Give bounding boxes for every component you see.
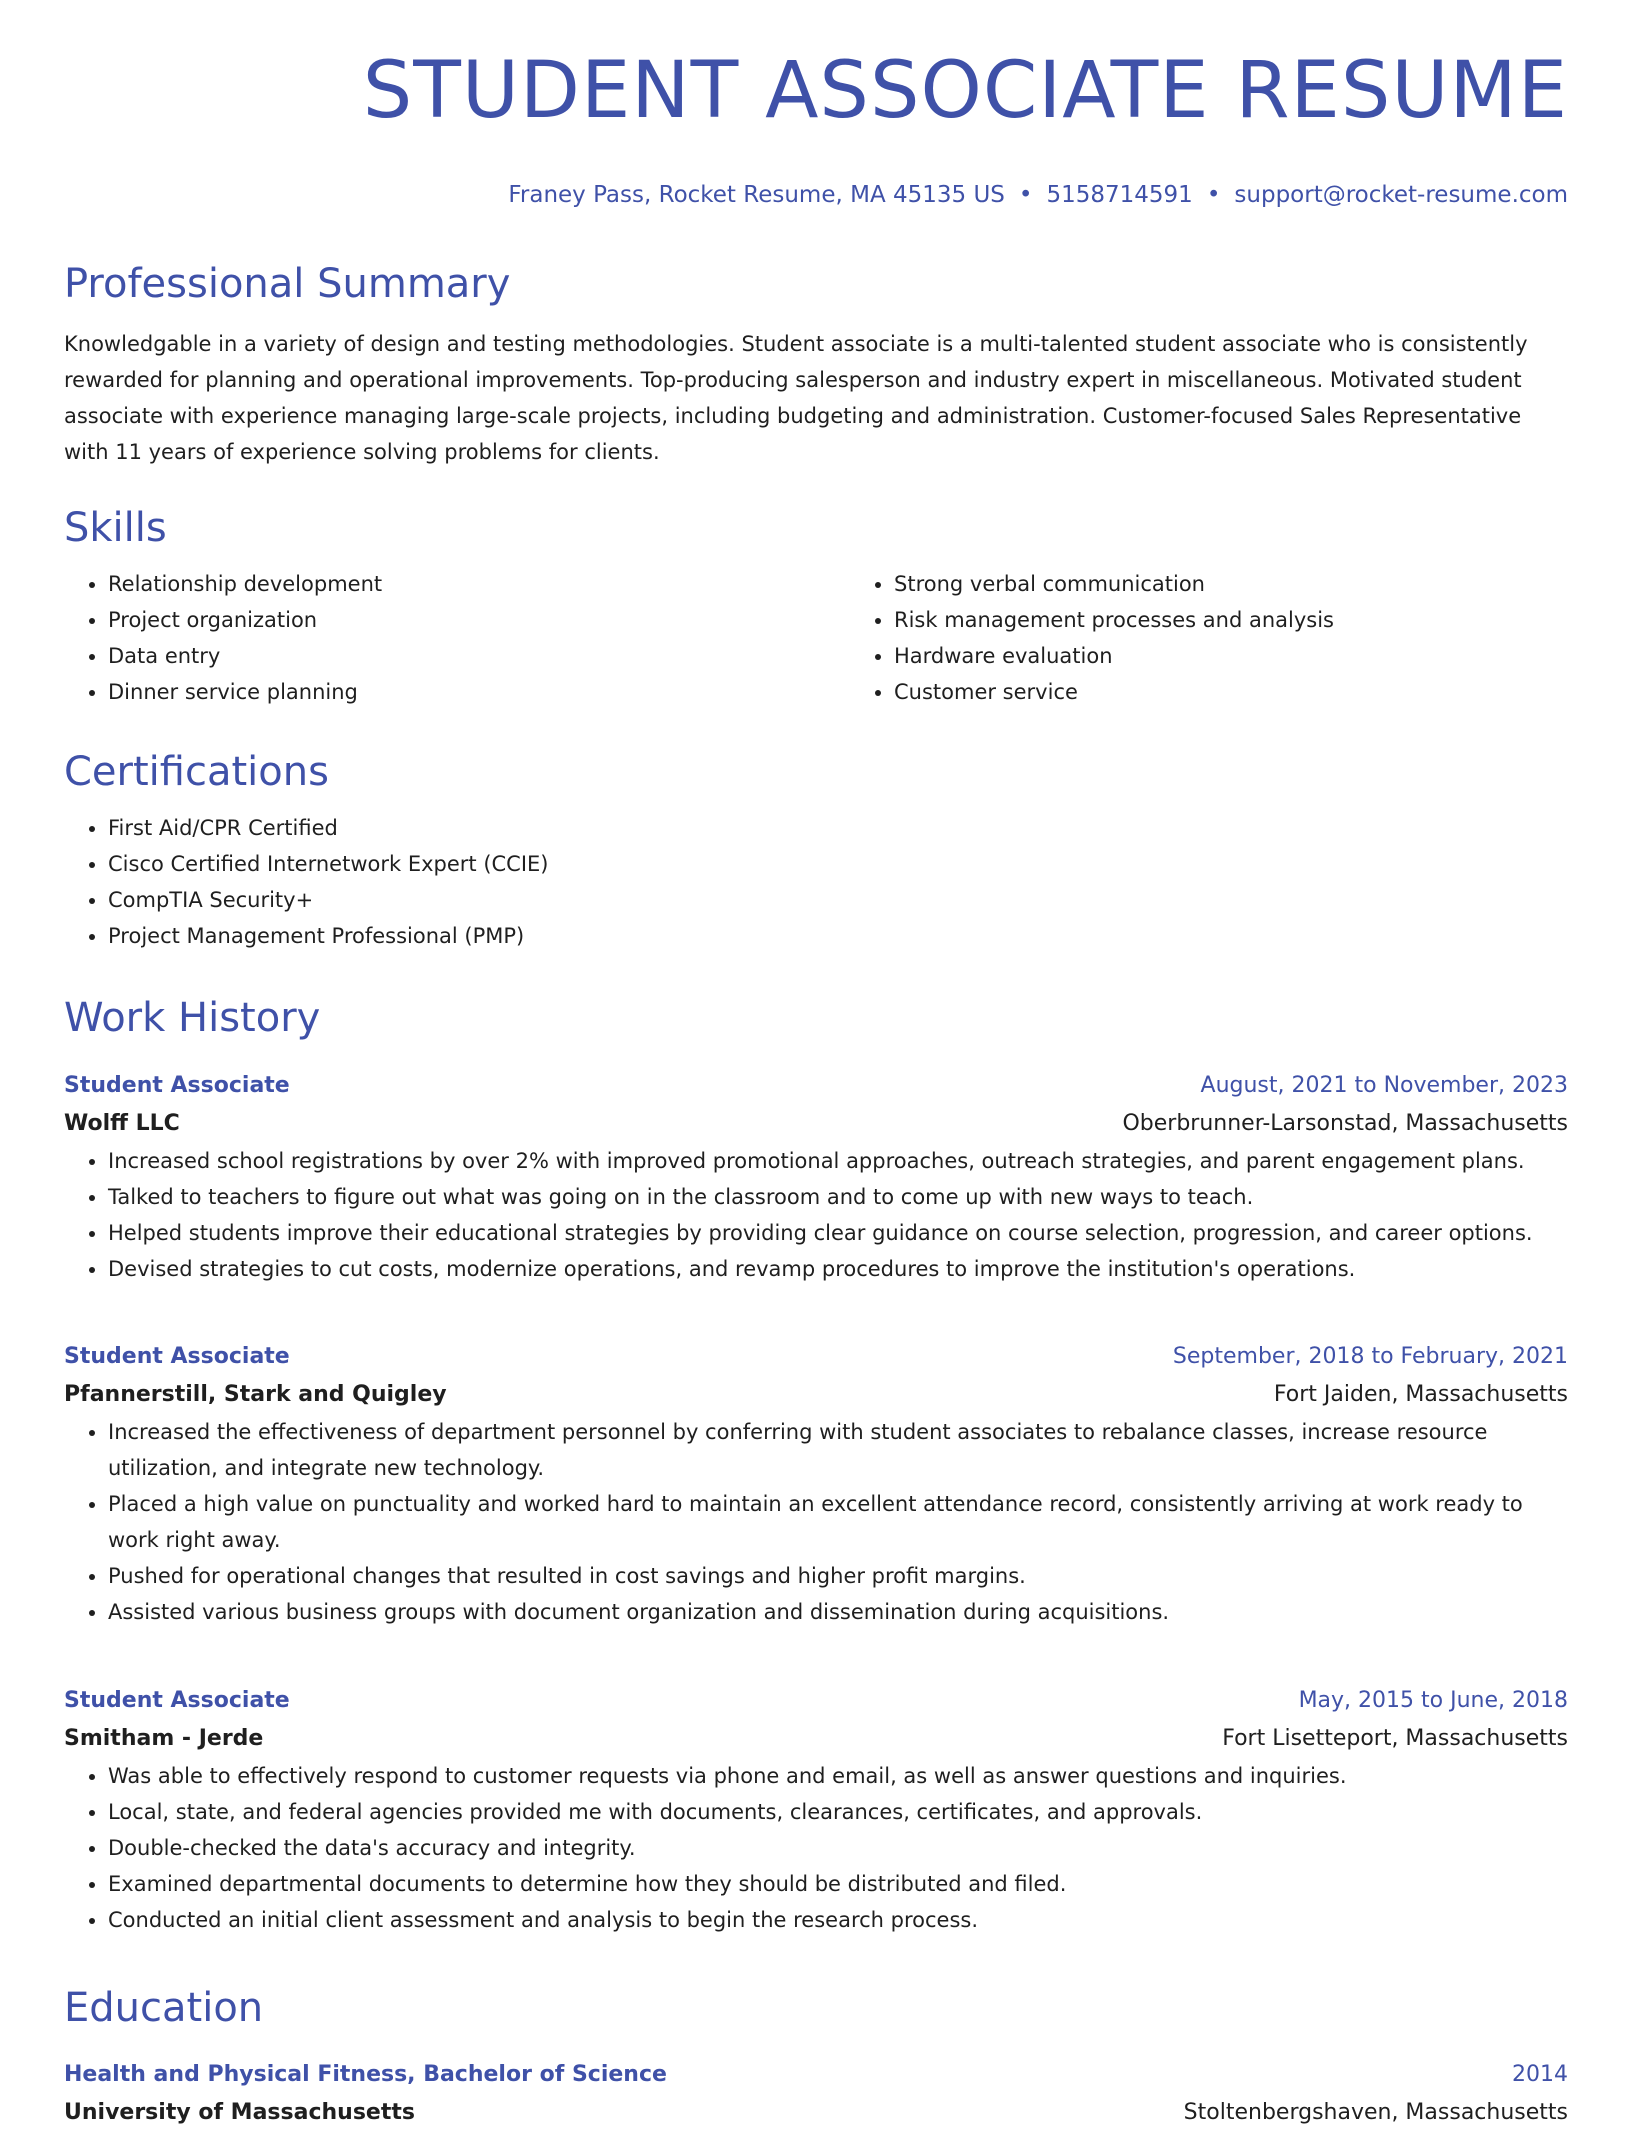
job-header: [64, 1338, 1568, 1376]
education-location: Stoltenbergshaven, Massachusetts: [1183, 2100, 1568, 2125]
job-bullet: • Pushed for operational changes that resulted in cost savings and higher profit margins.: [108, 1558, 1568, 1594]
summary-text: Knowledgable in a variety of design and testing methodologies. Student associate is a multi-talented student associate who is consistently rewarded for planning and operational improvements. Top-producing salesperson and industry expert in miscellaneous. Motivated student associate with experience managing large-scale projects, including budgeting and administration. Customer-focused Sales Representative with 11 years of experience solving problems for clients.: [64, 332, 1528, 464]
job-dates: September, 2018 to February, 2021: [1172, 1344, 1568, 1369]
job-bullet: • Conducted an initial client assessment and analysis to begin the research process.: [108, 1902, 1568, 1938]
skills-heading: Skills: [64, 505, 167, 551]
job-bullet: • Was able to effectively respond to customer requests via phone and email, as well as answer questions and inquiries.: [108, 1758, 1568, 1794]
contact-phone: 5158714591: [1046, 182, 1193, 208]
job-header: [64, 1682, 1568, 1720]
contact-email: support@rocket-resume.com: [1234, 182, 1568, 208]
job-header: [64, 1067, 1568, 1105]
education-subheader: [64, 2094, 1568, 2132]
job-location: Fort Jaiden, Massachusetts: [1273, 1382, 1568, 1407]
job-location: Oberbrunner-Larsonstad, Massachusetts: [1122, 1111, 1568, 1136]
skills-list-left: [64, 566, 850, 710]
skill-item: • Project organization: [108, 602, 850, 638]
certifications-heading: Certifications: [64, 749, 329, 795]
job-company: Smitham - Jerde: [64, 1726, 264, 1751]
job-role: Student Associate: [64, 1688, 290, 1713]
job-bullet: • Increased the effectiveness of department personnel by conferring with student associates to rebalance classes, increase resource utilization, and integrate new technology.: [108, 1414, 1568, 1486]
certifications-list: [64, 810, 1568, 954]
job-dates: August, 2021 to November, 2023: [1200, 1073, 1568, 1098]
job-role: Student Associate: [64, 1344, 290, 1369]
job-bullet-list: [64, 1414, 1568, 1630]
summary-section: [64, 261, 1568, 470]
job-bullet: • Talked to teachers to figure out what was going on in the classroom and to come up with new ways to teach.: [108, 1179, 1568, 1215]
skill-item: • Data entry: [108, 638, 850, 674]
job-bullet: • Examined departmental documents to determine how they should be distributed and filed.: [108, 1866, 1568, 1902]
job-bullet: • Assisted various business groups with document organization and dissemination during acquisitions.: [108, 1594, 1568, 1630]
summary-heading: Professional Summary: [64, 261, 511, 307]
education-section: [64, 1985, 1568, 2031]
certifications-section: [64, 749, 1568, 954]
education-degree: Health and Physical Fitness, Bachelor of Science: [64, 2062, 667, 2087]
certification-item: • CompTIA Security+: [108, 882, 1568, 918]
certification-item: • Cisco Certified Internetwork Expert (CCIE): [108, 846, 1568, 882]
job-subheader: [64, 1105, 1568, 1143]
job-bullet-list: [64, 1758, 1568, 1938]
job-bullet: • Devised strategies to cut costs, modernize operations, and revamp procedures to improve the institution's operations.: [108, 1251, 1568, 1287]
job-company: Pfannerstill, Stark and Quigley: [64, 1382, 447, 1407]
job-bullet: • Double-checked the data's accuracy and integrity.: [108, 1830, 1568, 1866]
job-entry: [64, 1338, 1568, 1630]
contact-line: [508, 182, 1568, 208]
job-entry: [64, 1682, 1568, 1938]
skill-item: • Dinner service planning: [108, 674, 850, 710]
work-history-section: [64, 995, 1568, 1041]
education-year: 2014: [1512, 2062, 1568, 2087]
skill-item: • Relationship development: [108, 566, 850, 602]
contact-separator: •: [1206, 182, 1221, 208]
resume-title: STUDENT ASSOCIATE RESUME: [362, 46, 1568, 136]
contact-address: Franey Pass, Rocket Resume, MA 45135 US: [508, 182, 1005, 208]
contact-separator: •: [1018, 182, 1033, 208]
education-entry: [64, 2056, 1568, 2132]
skill-item: • Hardware evaluation: [894, 638, 1632, 674]
certification-item: • First Aid/CPR Certified: [108, 810, 1568, 846]
education-heading: Education: [64, 1985, 264, 2031]
job-location: Fort Lisetteport, Massachusetts: [1222, 1726, 1568, 1751]
job-bullet: • Increased school registrations by over 2% with improved promotional approaches, outreach strategies, and parent engagement plans.: [108, 1143, 1568, 1179]
job-entry: [64, 1067, 1568, 1287]
job-dates: May, 2015 to June, 2018: [1298, 1688, 1568, 1713]
job-bullet-list: [64, 1143, 1568, 1287]
education-school: University of Massachusetts: [64, 2100, 415, 2125]
job-bullet: • Helped students improve their educational strategies by providing clear guidance on course selection, progression, and career options.: [108, 1215, 1568, 1251]
skills-section: [64, 505, 1568, 710]
job-company: Wolff LLC: [64, 1111, 180, 1136]
skill-item: • Risk management processes and analysis: [894, 602, 1632, 638]
skill-item: • Customer service: [894, 674, 1632, 710]
job-bullet: • Placed a high value on punctuality and worked hard to maintain an excellent attendance record, consistently arriving at work ready to work right away.: [108, 1486, 1568, 1558]
job-subheader: [64, 1720, 1568, 1758]
job-subheader: [64, 1376, 1568, 1414]
skills-grid: [64, 566, 1568, 710]
job-bullet: • Local, state, and federal agencies provided me with documents, clearances, certificates, and approvals.: [108, 1794, 1568, 1830]
job-role: Student Associate: [64, 1073, 290, 1098]
skills-list-right: [850, 566, 1632, 710]
education-header: [64, 2056, 1568, 2094]
skill-item: • Strong verbal communication: [894, 566, 1632, 602]
work-history-heading: Work History: [64, 995, 321, 1041]
certification-item: • Project Management Professional (PMP): [108, 918, 1568, 954]
